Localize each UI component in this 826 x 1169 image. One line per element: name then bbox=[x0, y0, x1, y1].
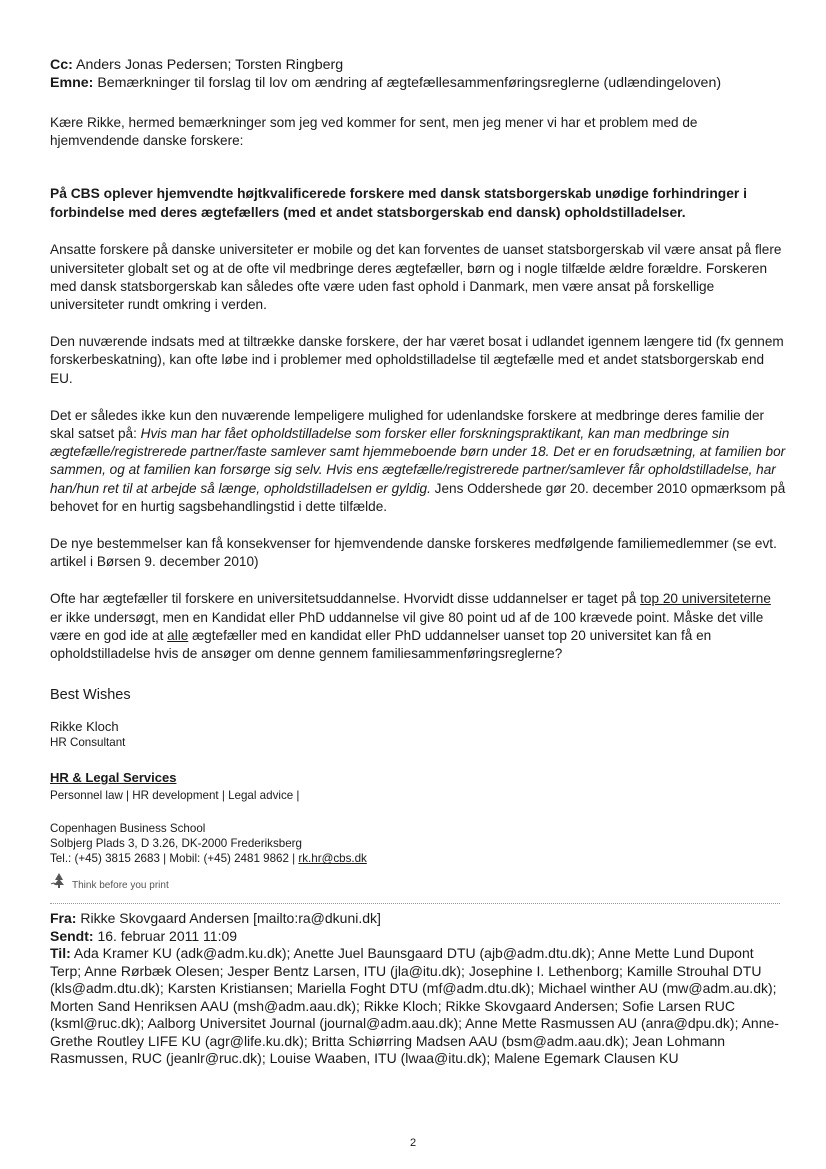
think-before-print bbox=[50, 872, 786, 891]
paragraph-1: Ansatte forskere på danske universiteter er mobile og det kan forventes de uanset statsborgerskab vil være ansat på flere universiteter globalt set og at de ofte vil medbringe deres ægtefæller, børn og i nogle tilfælde ældre forældre. Forskeren med dansk statsborgerskab kan således ofte være uden fast ophold i Danmark, men være ansat på forskellige universiteter rundt omkring i verden. bbox=[50, 242, 782, 313]
cc-value: Anders Jonas Pedersen; Torsten Ringberg bbox=[76, 57, 344, 73]
signature-email-link[interactable]: rk.hr@cbs.dk bbox=[298, 852, 367, 866]
paragraph-3 bbox=[50, 407, 786, 516]
paragraph-5-c: ægtefæller med en kandidat eller PhD uddannelser uanset top 20 universitet kan få en opholdstilladelse hvis de ansøger om denne gennem familiesammenføringsreglerne? bbox=[50, 627, 712, 662]
forwarded-header bbox=[50, 910, 786, 1068]
cc-line bbox=[50, 56, 786, 74]
signature-phone: Tel.: (+45) 3815 2683 | Mobil: (+45) 2481 9862 | bbox=[50, 852, 299, 866]
signature-org: Copenhagen Business School bbox=[50, 822, 206, 836]
paragraph-5-b: er ikke undersøgt, men en Kandidat eller PhD uddannelse vil give 80 point ud af de 100 krævede point. Måske det ville være en god ide at bbox=[50, 609, 764, 643]
paragraph-3-end: Jens Oddershede gør 20. december 2010 opmærksom på behovet for en hurtig sagsbehandlingstid i dette tilfælde. bbox=[50, 480, 786, 514]
paragraph-3-start: Det er således ikke kun den nuværende lempeligere mulighed for udenlandske forskere at medbringe deres familie der skal satset på: bbox=[50, 407, 765, 442]
paragraph-5-a: Ofte har ægtefæller til forskere en universitetsuddannelse. Hvorvidt disse uddannelser er taget på bbox=[50, 591, 641, 607]
signature-department: HR & Legal Services bbox=[50, 770, 177, 786]
from-value: Rikke Skovgaard Andersen [mailto:ra@dkuni.dk] bbox=[80, 910, 381, 927]
closing: Best Wishes bbox=[50, 687, 131, 704]
subject-line bbox=[50, 74, 786, 92]
paragraph-2: Den nuværende indsats med at tiltrække danske forskere, der har været bosat i udlandet igennem længere tid (fx gennem forskerbeskatning), kan ofte løbe ind i problemer med opholdstilladelse til ægtefælle med et andet statsborgerskab end EU. bbox=[50, 334, 784, 386]
page-number: 2 bbox=[409, 1137, 417, 1149]
sent-value: 16. februar 2011 11:09 bbox=[97, 927, 238, 944]
document-page bbox=[50, 56, 786, 1068]
to-label: Til: bbox=[50, 945, 71, 962]
signature-title: HR Consultant bbox=[50, 736, 126, 750]
to-value: Ada Kramer KU (adk@adm.ku.dk); Anette Juel Baunsgaard DTU (ajb@adm.dtu.dk); Anne Mette Lund Dupont Terp; Anne Rørbæk Olesen; Jesper Bentz Larsen, ITU (jla@itu.dk); Josephine I. Lethenborg; Kamille Strouhal DTU (kls@adm.dtu.dk); Karsten Kristiansen; Mariella Foght DTU (mf@adm.dtu.dk); Michael winther AU (mw@adm.au.dk); Morten Sand Henriksen AAU (msh@adm.aau.dk); Rikke Kloch; Rikke Skovgaard Andersen; Sofie Larsen RUC (ksml@ruc.dk); Aalborg Universitet Journal (journal@adm.aau.dk); Anne Mette Rasmussen AU (anra@dpu.dk); Anne-Grethe Routley LIFE KU (agr@life.ku.dk); Britta Schiørring Madsen AAU (bsm@adm.aau.dk); Jean Lohmann Rasmussen, RUC (jeanlr@ruc.dk); Louise Waaben, ITU (lwaa@itu.dk); Malene Egemark Clausen KU bbox=[50, 945, 779, 1067]
headline-paragraph: På CBS oplever hjemvendte højtkvalificerede forskere med dansk statsborgerskab unødige forhindringer i forbindelse med deres ægtefællers (med et andet statsborgerskab end dansk) opholdstilladelser. bbox=[50, 186, 747, 221]
paragraph-5-underline-alle: alle bbox=[167, 627, 189, 643]
from-line bbox=[50, 910, 786, 928]
sent-line bbox=[50, 928, 786, 946]
subject-label: Emne: bbox=[50, 75, 94, 91]
paragraph-3-quote: Hvis man har fået opholdstilladelse som forsker eller forskningspraktikant, kan man medbringe sin ægtefælle/registrerede partner/faste samlever samt hjemmeboende børn under 18. Det er en forudsætning, at familien bor sammen, og at familien kan forsørge sig selv. Hvis ens ægtefælle/registrerede partner/samlever får opholdstilladelse, har han/hun ret til at arbejde så længe, opholdstilladelsen er gyldig. bbox=[50, 426, 786, 496]
paragraph-5-underline-top20: top 20 universiteterne bbox=[640, 591, 771, 607]
cc-label: Cc: bbox=[50, 57, 73, 73]
signature-phone-line bbox=[50, 851, 786, 866]
paragraph-4: De nye bestemmelser kan få konsekvenser for hjemvendende danske forskeres medfølgende familiemedlemmer (se evt. artikel i Børsen 9. december 2010) bbox=[50, 536, 777, 570]
signature-address: Solbjerg Plads 3, D 3.26, DK-2000 Frederiksberg bbox=[50, 837, 302, 851]
sent-label: Sendt: bbox=[50, 927, 94, 944]
from-label: Fra: bbox=[50, 910, 77, 927]
subject-value: Bemærkninger til forslag til lov om ændring af ægtefællesammenføringsreglerne (udlændingeloven) bbox=[97, 75, 722, 91]
to-line bbox=[50, 945, 786, 1068]
tree-icon bbox=[50, 872, 70, 891]
greeting-paragraph: Kære Rikke, hermed bemærkninger som jeg ved kommer for sent, men jeg mener vi har et problem med de hjemvendende danske forskere: bbox=[50, 115, 698, 149]
think-text: Think before you print bbox=[72, 880, 169, 892]
divider bbox=[50, 903, 780, 904]
signature-name: Rikke Kloch bbox=[50, 719, 119, 735]
paragraph-5 bbox=[50, 590, 786, 663]
signature-services: Personnel law | HR development | Legal advice | bbox=[50, 789, 300, 803]
